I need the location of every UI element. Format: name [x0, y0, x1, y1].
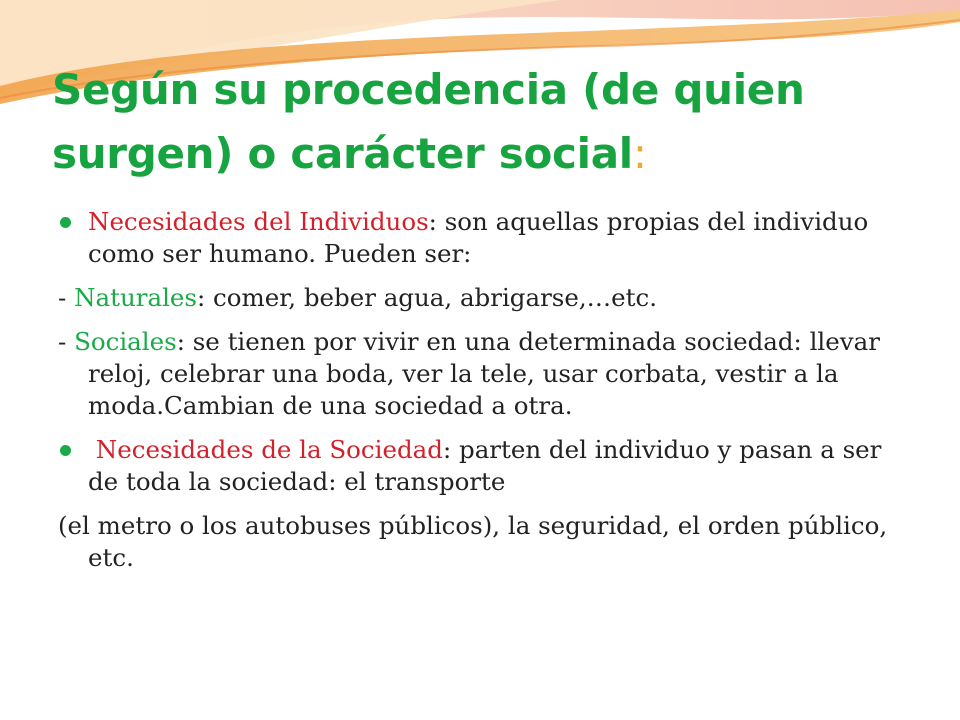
term-highlight [88, 435, 443, 464]
list-item [58, 434, 918, 498]
paragraph-text: : son aquellas propias del individuo como ser humano. Pueden ser: [88, 207, 869, 268]
paragraph-text: : se tienen por vivir en una determinada sociedad: llevar reloj, celebrar una boda, ver la tele, usar corbata, vestir a la moda.Cambian de una sociedad a otra. [88, 327, 880, 420]
lead-space [88, 435, 96, 464]
slide-title [52, 58, 932, 186]
dash-prefix: - [58, 283, 75, 312]
list-item [58, 326, 918, 422]
list-item [58, 206, 918, 270]
term-highlight: Sociales [74, 327, 177, 356]
paragraph-text: : comer, beber agua, abrigarse,…etc. [196, 283, 657, 312]
slide-title-colon: : [632, 129, 647, 178]
dash-prefix: - [58, 327, 75, 356]
list-item [58, 282, 918, 314]
list-item [58, 510, 918, 574]
term-highlight: Necesidades del Individuos [88, 207, 429, 236]
slide-body [58, 206, 918, 574]
term-text: Necesidades de la Sociedad [95, 435, 443, 464]
bullet-dot-icon [60, 445, 71, 456]
bullet-dot-icon [60, 217, 71, 228]
slide-title-text: Según su procedencia (de quien surgen) o carácter social [52, 65, 805, 178]
term-highlight: Naturales [74, 283, 197, 312]
paragraph-text: : parten del individuo y pasan a ser de toda la sociedad: el transporte [88, 435, 882, 496]
paragraph-text: (el metro o los autobuses públicos), la seguridad, el orden público, etc. [58, 511, 888, 572]
